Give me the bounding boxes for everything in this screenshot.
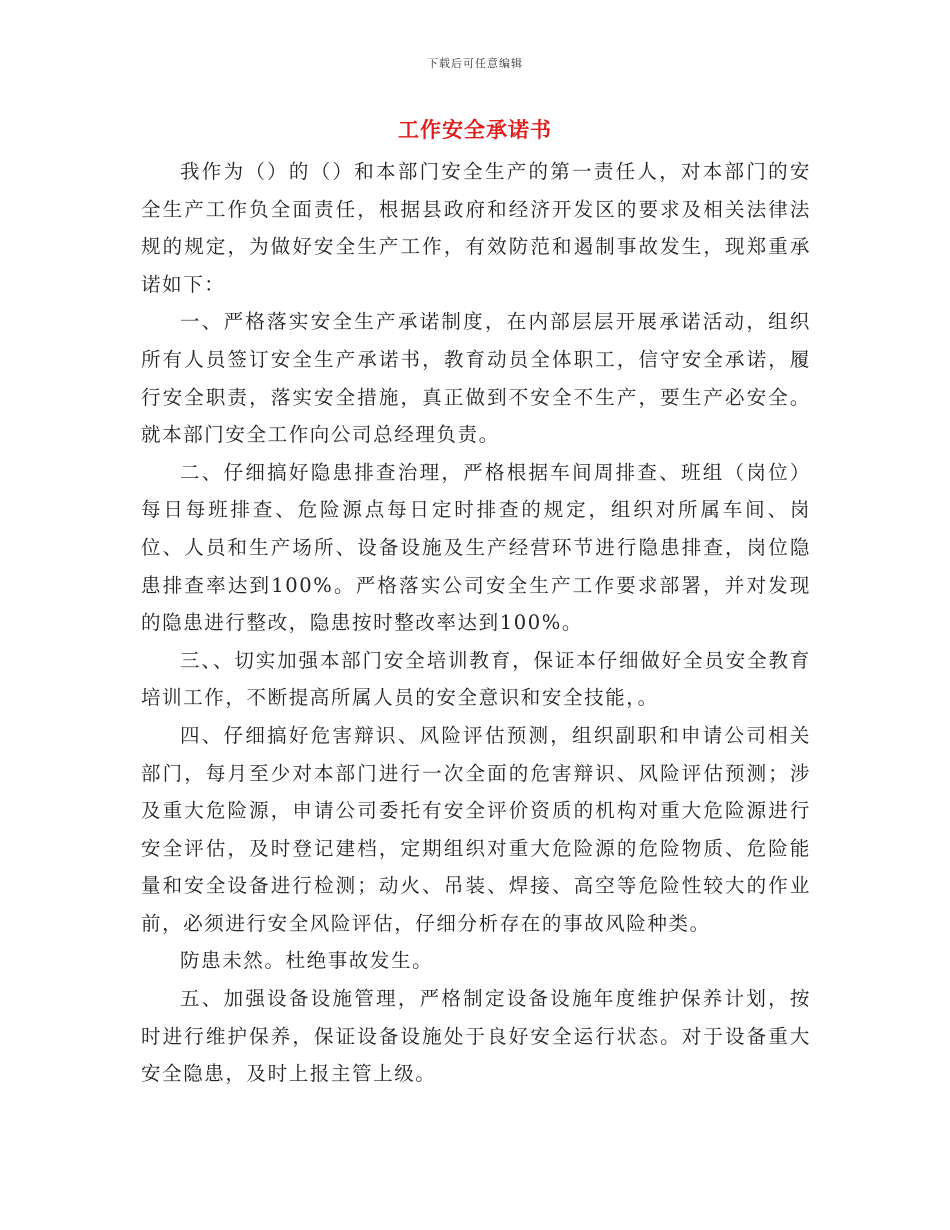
header-note: 下载后可任意编辑	[427, 57, 523, 70]
paragraph-item-1: 一、严格落实安全生产承诺制度，在内部层层开展承诺活动，组织所有人员签订安全生产承诺书，教育动员全体职工，信守安全承诺，履行安全职责，落实安全措施，真正做到不安全不生产，要生产必安全。就本部门安全工作向公司总经理负责。	[141, 310, 811, 447]
paragraph-item-5: 五、加强设备设施管理，严格制定设备设施年度维护保养计划，按时进行维护保养，保证设备设施处于良好安全运行状态。对于设备重大安全隐患，及时上报主管上级。	[141, 987, 811, 1086]
document-body	[141, 153, 811, 1093]
paragraph-item-2: 二、仔细搞好隐患排查治理，严格根据车间周排查、班组（岗位）每日每班排查、危险源点每日定时排查的规定，组织对所属车间、岗位、人员和生产场所、设备设施及生产经营环节进行隐患排查，岗位隐患排查率达到100%。严格落实公司安全生产工作要求部署，并对发现的隐患进行整改，隐患按时整改率达到100%。	[141, 460, 811, 635]
document-title: 工作安全承诺书	[398, 117, 552, 142]
paragraph-item-4: 四、仔细搞好危害辩识、风险评估预测，组织副职和申请公司相关部门，每月至少对本部门进行一次全面的危害辩识、风险评估预测；涉及重大危险源，申请公司委托有安全评价资质的机构对重大危险源进行安全评估，及时登记建档，定期组织对重大危险源的危险物质、危险能量和安全设备进行检测；动火、吊装、焊接、高空等危险性较大的作业前，必须进行安全风险评估，仔细分析存在的事故风险种类。	[141, 723, 811, 935]
paragraph-prevention: 防患未然。杜绝事故发生。	[180, 949, 434, 973]
paragraph-intro: 我作为（）的（）和本部门安全生产的第一责任人，对本部门的安全生产工作负全面责任，根据县政府和经济开发区的要求及相关法律法规的规定，为做好安全生产工作，有效防范和遏制事故发生，现郑重承诺如下：	[141, 160, 811, 296]
paragraph-item-3: 三、、切实加强本部门安全培训教育，保证本仔细做好全员安全教育培训工作，不断提高所属人员的安全意识和安全技能，。	[141, 648, 811, 710]
